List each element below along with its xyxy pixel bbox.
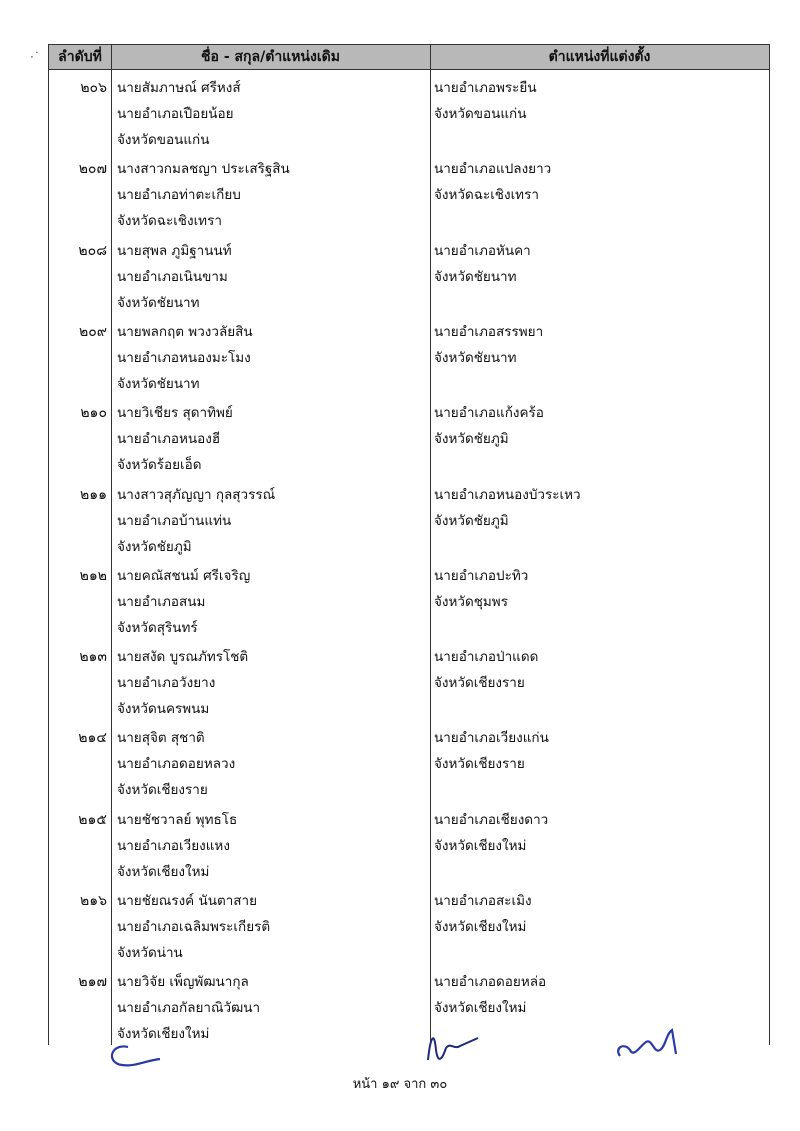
name-old-position — [117, 156, 427, 234]
signature-left — [100, 1035, 170, 1075]
table-row — [49, 888, 769, 970]
row-number: ๒๑๓ — [79, 649, 107, 666]
row-number: ๒๐๖ — [80, 80, 107, 96]
new-position-cell — [434, 156, 764, 208]
new-position: นายอำเภอแก้งคร้อ — [434, 405, 544, 422]
new-province: จังหวัดเชียงใหม่ — [434, 919, 527, 935]
person-name: นายสัมภาษณ์ ศรีหงส์ — [117, 80, 241, 96]
old-province: จังหวัดนครพนม — [117, 701, 210, 718]
person-name: นายคณัสชนม์ ศรีเจริญ — [117, 567, 251, 584]
new-position-cell — [434, 725, 764, 777]
row-number: ๒๑๔ — [78, 730, 107, 747]
table-row — [49, 644, 769, 726]
person-name: นายชัยณรงค์ นันตาสาย — [117, 893, 258, 909]
signature-right — [610, 1020, 690, 1070]
signature-center — [420, 1020, 490, 1070]
new-position: นายอำเภอแปลงยาว — [434, 161, 552, 178]
name-old-position — [117, 725, 427, 803]
new-position-cell — [434, 888, 764, 940]
new-position: นายอำเภอป่าแดด — [434, 649, 539, 666]
old-province: จังหวัดเชียงใหม่ — [117, 863, 210, 880]
new-position-cell — [434, 563, 764, 615]
old-position: นายอำเภอเปือยน้อย — [117, 106, 234, 122]
new-province: จังหวัดขอนแก่น — [434, 106, 527, 122]
name-old-position — [117, 319, 427, 397]
name-old-position — [117, 563, 427, 641]
new-position-cell — [434, 238, 764, 290]
new-position: นายอำเภอเชียงดาว — [434, 811, 549, 828]
old-position: นายอำเภอเนินขาม — [117, 268, 228, 285]
table-row — [49, 807, 769, 889]
row-number: ๒๐๙ — [78, 323, 107, 340]
old-position: นายอำเภอดอยหลวง — [117, 756, 236, 773]
table-row — [49, 75, 769, 157]
row-number: ๒๑๗ — [78, 974, 107, 991]
new-province: จังหวัดชัยภูมิ — [434, 512, 509, 529]
old-province: จังหวัดชัยภูมิ — [117, 538, 192, 555]
table-header — [49, 45, 769, 70]
appointment-table — [48, 44, 770, 1045]
old-position: นายอำเภอสนม — [117, 593, 206, 610]
new-province: จังหวัดเชียงราย — [434, 675, 525, 692]
table-row — [49, 725, 769, 807]
person-name: นายสุพล ภูมิฐานนท์ — [117, 242, 232, 259]
new-position: นายอำเภอหันคา — [434, 242, 531, 259]
person-name: นายสงัด บูรณภัทรโชติ — [117, 649, 249, 666]
old-position: นายอำเภอท่าตะเกียบ — [117, 187, 241, 204]
page-number: หน้า ๑๙ จาก ๓๐ — [352, 1077, 448, 1092]
name-old-position — [117, 807, 427, 885]
new-position-cell — [434, 644, 764, 696]
person-name: นายชัชวาลย์ พุทธโธ — [117, 811, 238, 828]
person-name: นางสาวกมลชญา ประเสริฐสิน — [117, 161, 290, 178]
new-position: นายอำเภอหนองบัวระเหว — [434, 486, 581, 503]
old-position: นายอำเภอหนองมะโมง — [117, 349, 251, 366]
new-province: จังหวัดชุมพร — [434, 593, 508, 610]
new-position-cell — [434, 482, 764, 534]
margin-mark: ·˙ — [30, 50, 40, 64]
table-row — [49, 563, 769, 645]
row-number: ๒๑๒ — [79, 567, 107, 584]
header-no: ลำดับที่ — [58, 49, 102, 65]
person-name: นายวิจัย เพ็ญพัฒนากุล — [117, 974, 249, 991]
row-number: ๒๐๘ — [78, 242, 107, 259]
header-name-old-position: ชื่อ - สกุล/ตำแหน่งเดิม — [201, 49, 340, 65]
new-position-cell — [434, 400, 764, 452]
row-number: ๒๐๗ — [78, 161, 107, 178]
new-position-cell — [434, 969, 764, 1021]
row-number: ๒๑๐ — [80, 405, 107, 422]
new-position: นายอำเภอดอยหล่อ — [434, 974, 547, 991]
old-province: จังหวัดขอนแก่น — [117, 132, 210, 148]
old-position: นายอำเภอกัลยาณิวัฒนา — [117, 1000, 261, 1017]
header-new-position: ตำแหน่งที่แต่งตั้ง — [548, 49, 651, 65]
old-position: นายอำเภอวังยาง — [117, 675, 216, 692]
new-province: จังหวัดชัยภูมิ — [434, 431, 509, 448]
new-position: นายอำเภอปะทิว — [434, 567, 529, 584]
table-row — [49, 482, 769, 564]
new-province: จังหวัดเชียงใหม่ — [434, 837, 527, 854]
table-row — [49, 319, 769, 401]
name-old-position — [117, 238, 427, 316]
table-row — [49, 156, 769, 238]
old-position: นายอำเภอเฉลิมพระเกียรติ — [117, 919, 271, 935]
new-province: จังหวัดฉะเชิงเทรา — [434, 187, 539, 204]
new-province: จังหวัดเชียงใหม่ — [434, 1000, 527, 1017]
new-position-cell — [434, 319, 764, 371]
table-row — [49, 238, 769, 320]
new-province: จังหวัดชัยนาท — [434, 349, 517, 366]
old-province: จังหวัดน่าน — [117, 945, 183, 961]
row-number: ๒๑๖ — [79, 893, 107, 909]
new-position: นายอำเภอสรรพยา — [434, 323, 544, 340]
name-old-position — [117, 482, 427, 560]
name-old-position — [117, 644, 427, 722]
old-province: จังหวัดเชียงใหม่ — [117, 1026, 210, 1043]
old-position: นายอำเภอบ้านแท่น — [117, 512, 232, 529]
old-province: จังหวัดชัยนาท — [117, 294, 200, 311]
new-position-cell — [434, 807, 764, 859]
new-position-cell — [434, 75, 764, 127]
table-row — [49, 400, 769, 482]
new-position: นายอำเภอพระยืน — [434, 80, 537, 96]
new-province: จังหวัดเชียงราย — [434, 756, 525, 773]
row-number: ๒๑๕ — [78, 811, 107, 828]
old-province: จังหวัดชัยนาท — [117, 375, 200, 392]
name-old-position — [117, 400, 427, 478]
new-position: นายอำเภอสะเมิง — [434, 893, 532, 909]
old-province: จังหวัดเชียงราย — [117, 782, 208, 799]
new-province: จังหวัดชัยนาท — [434, 268, 517, 285]
person-name: นายสุจิต สุชาติ — [117, 730, 205, 747]
old-province: จังหวัดร้อยเอ็ด — [117, 457, 202, 474]
name-old-position — [117, 75, 427, 153]
new-position: นายอำเภอเวียงแก่น — [434, 730, 549, 747]
person-name: นายพลกฤต พวงวลัยสิน — [117, 323, 253, 340]
old-province: จังหวัดฉะเชิงเทรา — [117, 213, 222, 230]
person-name: นายวิเชียร สุดาทิพย์ — [117, 405, 233, 422]
old-position: นายอำเภอเวียงแหง — [117, 837, 230, 854]
name-old-position — [117, 888, 427, 966]
person-name: นางสาวสุภัญญา กุลสุวรรณ์ — [117, 486, 276, 503]
old-position: นายอำเภอหนองฮี — [117, 431, 221, 448]
old-province: จังหวัดสุรินทร์ — [117, 619, 198, 636]
row-number: ๒๑๑ — [79, 486, 107, 503]
